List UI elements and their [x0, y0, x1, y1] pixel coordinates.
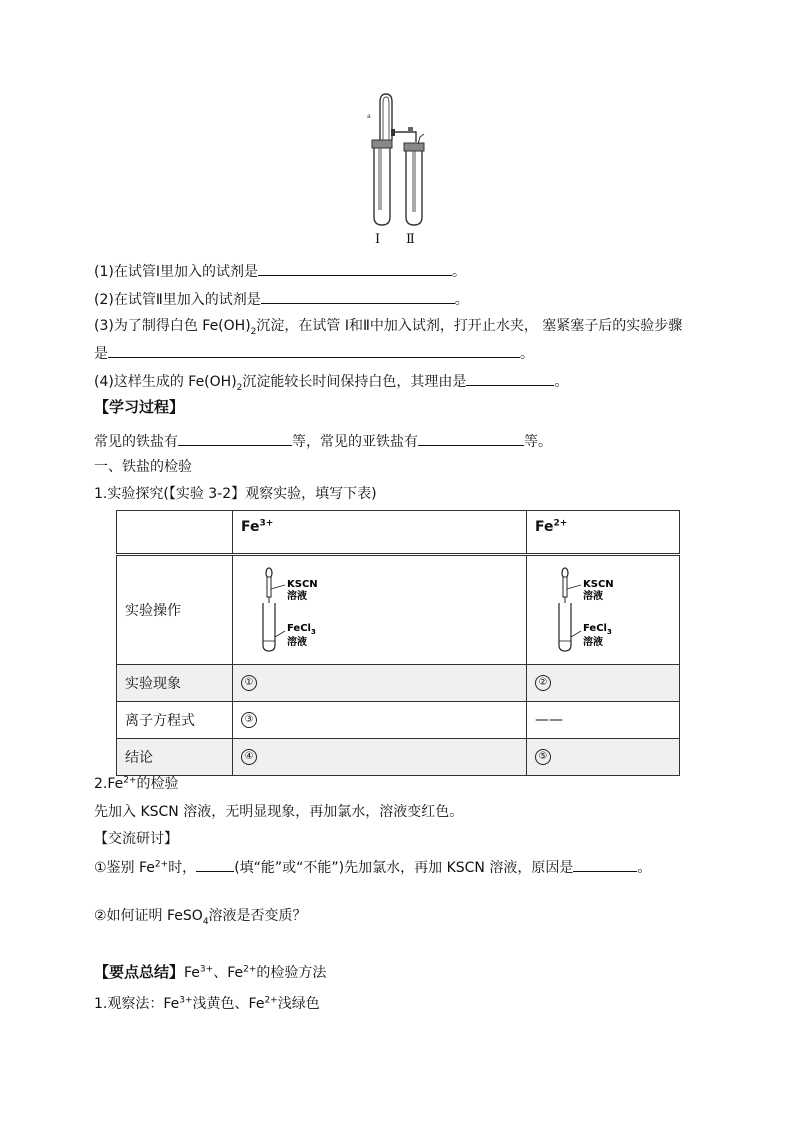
table-header-fe2: $Fe^{2+}$ — [527, 511, 680, 555]
tube-label-1: Ⅰ — [375, 232, 381, 247]
cell-observation-fe2[interactable]: ② — [527, 665, 680, 702]
answer-blank-reason[interactable] — [573, 856, 637, 872]
svg-text:溶液: 溶液 — [287, 591, 307, 602]
svg-text:KSCN: KSCN — [583, 579, 614, 590]
cell-conclusion-fe2[interactable]: ⑤ — [527, 739, 680, 776]
svg-text:KSCN: KSCN — [287, 579, 318, 590]
answer-blank-q1[interactable] — [258, 260, 452, 276]
dropper-tube-fe3-drawing — [241, 565, 361, 655]
cell-ion-equation-fe3[interactable]: ③ — [233, 702, 527, 739]
test-tube-apparatus-figure — [358, 92, 438, 252]
operation-fe2-diagram — [527, 555, 680, 665]
section-learning-title: 【学习过程】 — [94, 398, 185, 416]
question-3-line-2: 是 。 — [94, 342, 534, 364]
cell-ion-equation-fe2: —— — [527, 702, 680, 739]
svg-text:溶液: 溶液 — [287, 637, 307, 648]
answer-blank-can-or-cannot[interactable] — [196, 856, 234, 872]
svg-text:a: a — [367, 113, 371, 120]
summary-heading: 【要点总结】$Fe^{3+}$、$Fe^{2+}$的检验方法 — [94, 963, 327, 981]
discussion-title: 【交流研讨】 — [94, 831, 178, 847]
row-label-conclusion: 结论 — [117, 739, 233, 776]
summary-item-observation: 1.观察法：$Fe^{3+}$浅黄色、$Fe^{2+}$浅绿色 — [94, 995, 320, 1012]
row-label-operation: 实验操作 — [117, 555, 233, 665]
question-2: (2)在试管Ⅱ里加入的试剂是 。 — [94, 288, 469, 310]
answer-blank-q3[interactable] — [108, 342, 520, 358]
fe2-test-description: 先加入 KSCN 溶液，无明显现象，再加氯水，溶液变红色。 — [94, 804, 464, 820]
dropper-tube-fe2-drawing — [535, 565, 655, 655]
common-salts-line: 常见的铁盐有 等，常见的亚铁盐有 等。 — [94, 430, 552, 452]
answer-blank-q2[interactable] — [261, 288, 455, 304]
answer-blank-q4[interactable] — [466, 370, 554, 386]
answer-blank-iron-salts[interactable] — [178, 430, 292, 446]
apparatus-drawing — [358, 92, 438, 232]
discussion-question-2: ②如何证明 FeSO$_4$溶液是否变质？ — [94, 908, 307, 927]
answer-blank-ferrous-salts[interactable] — [418, 430, 524, 446]
question-4: (4)这样生成的 $Fe(OH)_2$沉淀能较长时间保持白色，其理由是 。 — [94, 370, 568, 392]
row-label-observation: 实验现象 — [117, 665, 233, 702]
question-3-line-1: (3)为了制得白色 $Fe(OH)_2$沉淀，在试管 Ⅰ和Ⅱ中加入试剂，打开止水夹， 塞紧塞子后的实验步骤 — [94, 318, 683, 337]
svg-text:FeCl3: FeCl$_3$ — [583, 623, 612, 636]
subsection-iron-salt-test: 一、铁盐的检验 — [94, 459, 192, 475]
table-header-blank — [117, 511, 233, 555]
experiment-intro: 1.实验探究(【实验 3-2】观察实验，填写下表) — [94, 486, 377, 502]
discussion-question-1: ①鉴别 $Fe^{2+}$时， (填“能”或“不能”)先加氯水，再加 KSCN 溶液，原因是 。 — [94, 856, 651, 878]
operation-fe3-diagram — [233, 555, 527, 665]
tube-label-2: Ⅱ — [406, 232, 415, 247]
svg-text:溶液: 溶液 — [583, 637, 603, 648]
table-header-fe3: $Fe^{3+}$ — [233, 511, 527, 555]
cell-observation-fe3[interactable]: ① — [233, 665, 527, 702]
svg-text:FeCl3: FeCl$_3$ — [287, 623, 316, 636]
fe2-test-title: $2.Fe^{2+}$的检验 — [94, 775, 179, 792]
experiment-table — [116, 510, 680, 776]
cell-conclusion-fe3[interactable]: ④ — [233, 739, 527, 776]
svg-text:溶液: 溶液 — [583, 591, 603, 602]
row-label-ion-equation: 离子方程式 — [117, 702, 233, 739]
question-1: (1)在试管Ⅰ里加入的试剂是 。 — [94, 260, 466, 282]
